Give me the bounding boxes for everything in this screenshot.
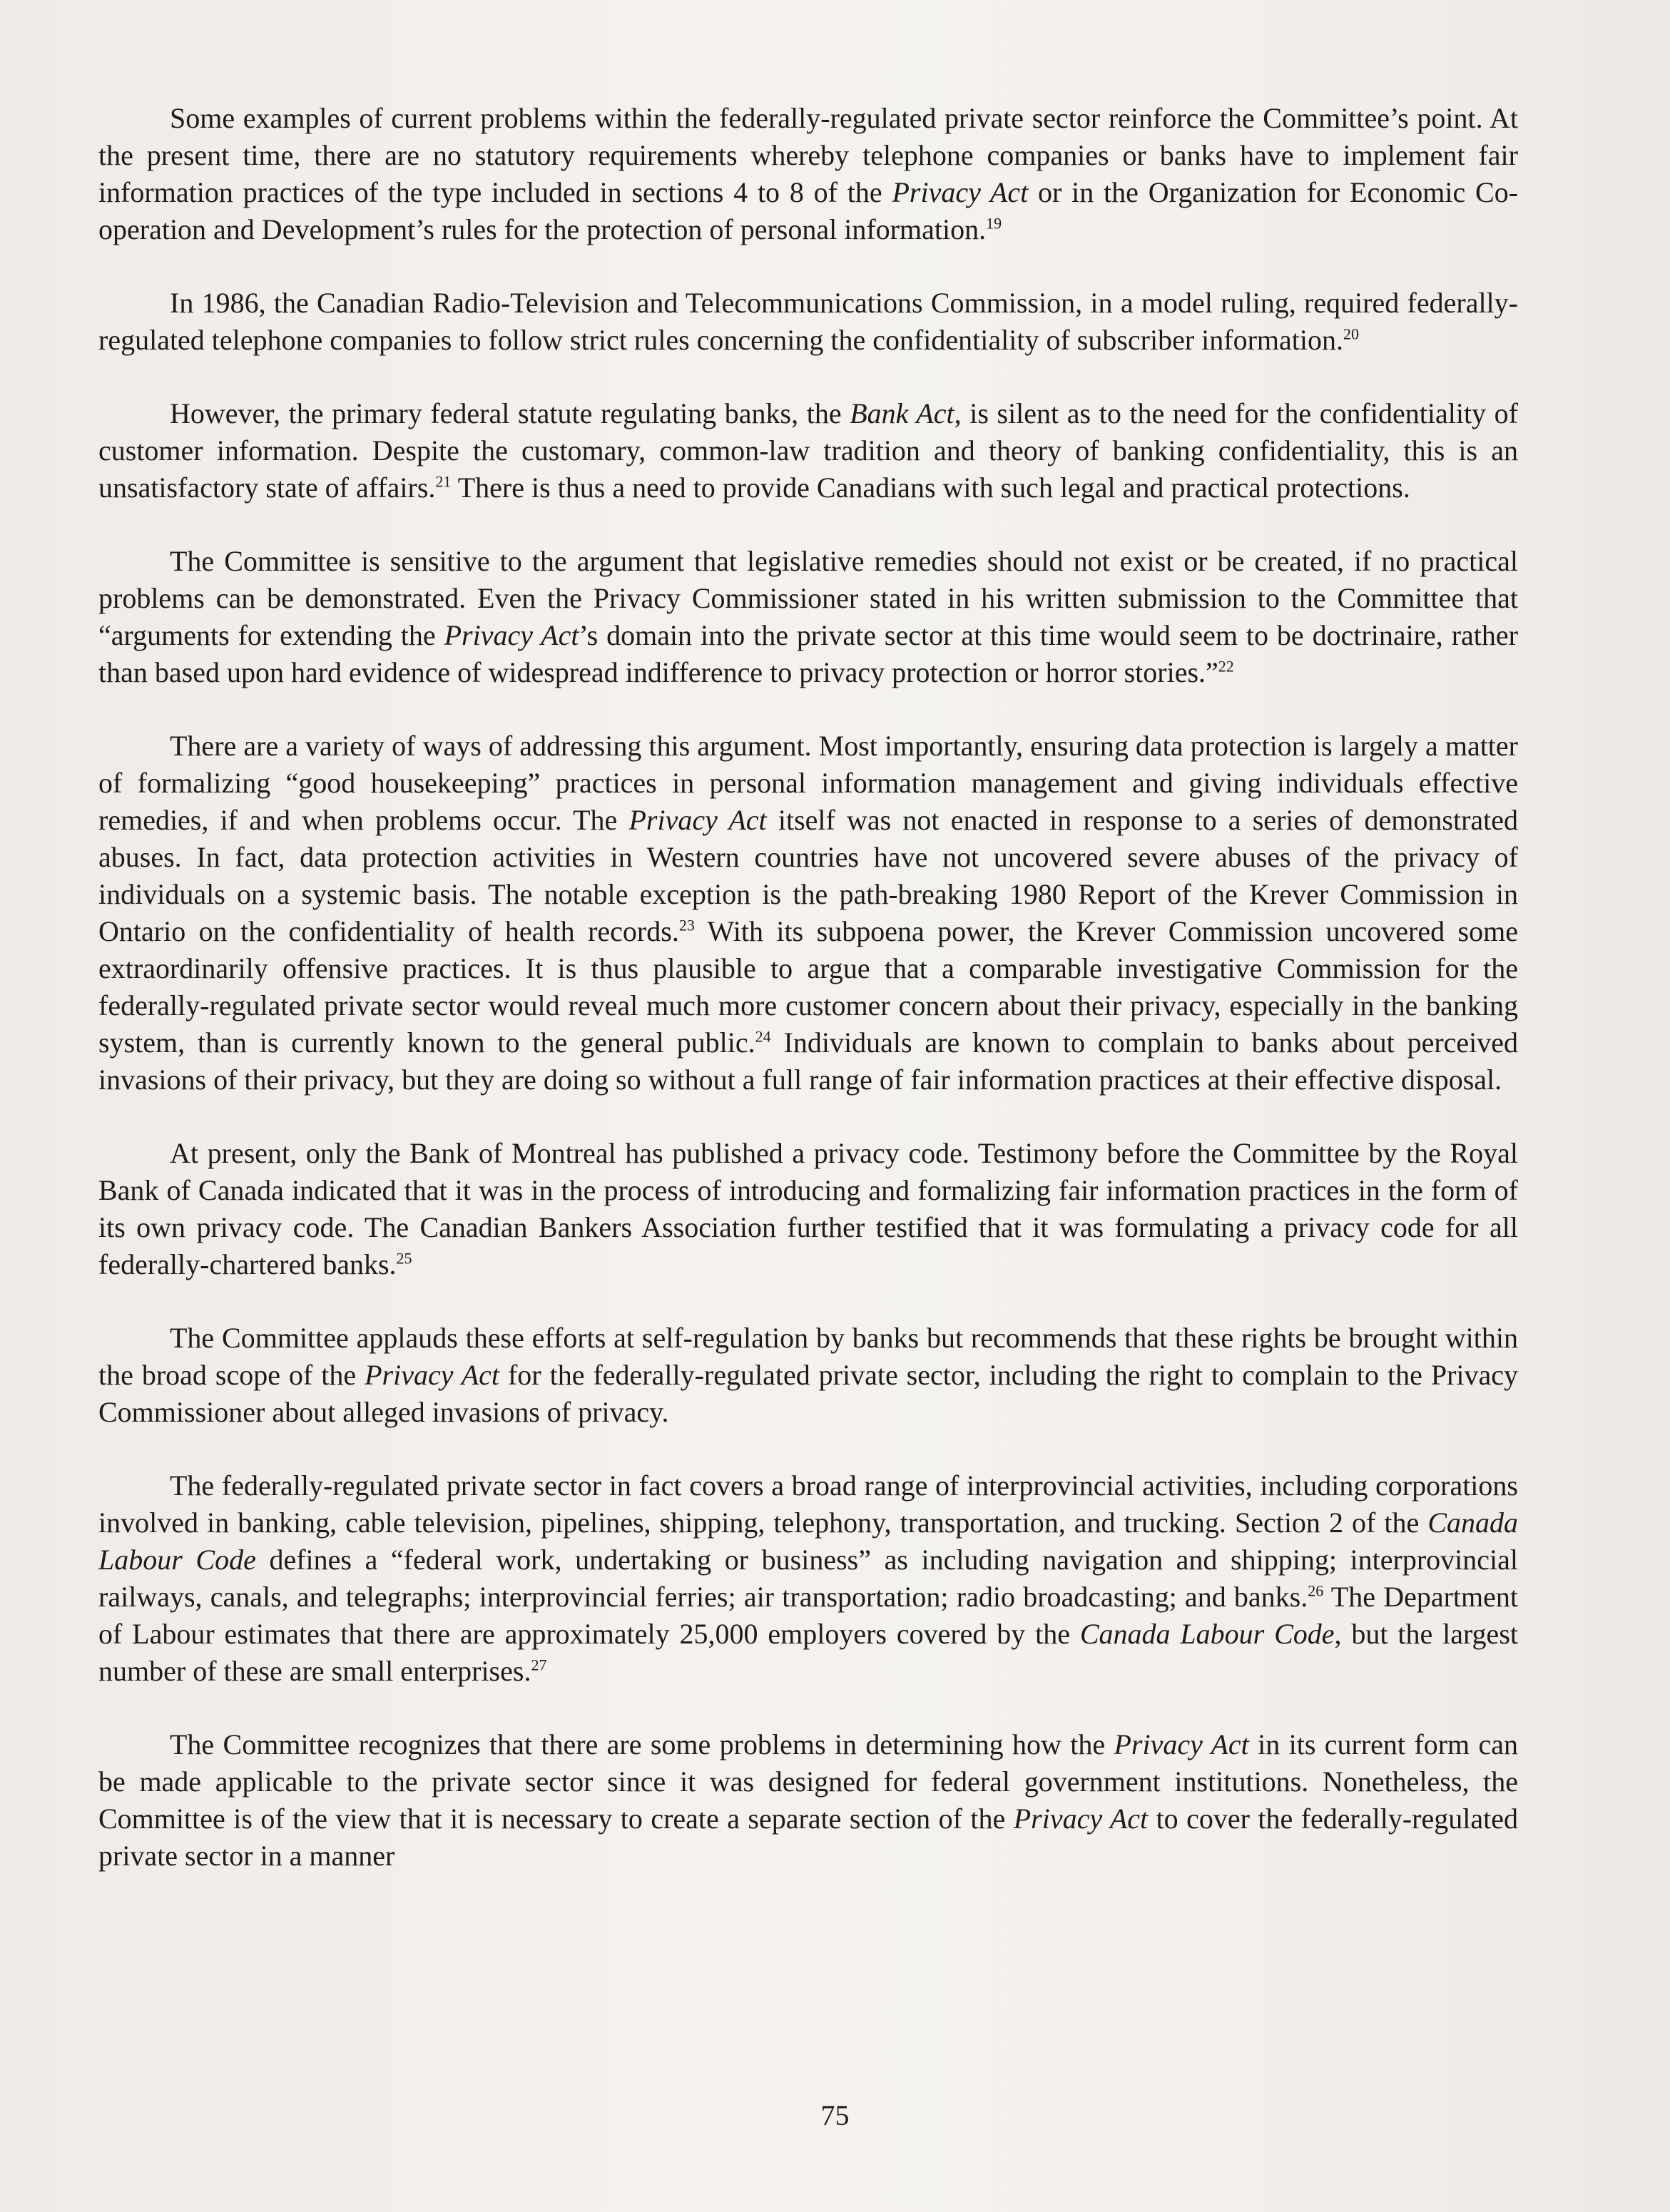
text-run: At present, only the Bank of Montreal has published a privacy code. Testimony before the Committee by the Royal Bank of Canada indicated that it was in the process of introducing and formalizing fair information practices in the form of its own privacy code. The Canadian Bankers Association further testified that it was formulating a privacy code for all federally-chartered banks. [98, 1137, 1518, 1280]
text-run: or in the Organization for Economic Co-operation and Development’s rules for the protection of personal information. [98, 176, 1519, 245]
text-run: to cover the federally-regulated private sector in a manner [98, 1803, 1518, 1872]
text-run: The Department of Labour estimates that there are approximately 25,000 employers covered by the [98, 1581, 1518, 1650]
footnote-ref: 22 [1218, 657, 1234, 676]
paragraph [98, 395, 1518, 506]
footnote-ref: 23 [678, 916, 695, 934]
italic-title: Privacy Act [628, 804, 767, 836]
text-run: With its subpoena power, the Krever Commission uncovered some extraordinarily offensive practices. It is thus plausible to argue that a comparable investigative Commission for the federally-regulated private sector would reveal much more customer concern about their privacy, especially in the banking system, than is currently known to the general public. [98, 915, 1518, 1059]
text-run: The Committee recognizes that there are some problems in determining how the [170, 1728, 1114, 1760]
footnote-ref: 25 [396, 1249, 412, 1268]
text-run: There is thus a need to provide Canadians with such legal and practical protections. [451, 472, 1410, 504]
text-run: for the federally-regulated private sector, including the right to complain to the Privacy Commissioner about alleged invasions of privacy. [98, 1359, 1519, 1428]
italic-title: Privacy Act [892, 176, 1029, 208]
text-run: itself was not enacted in response to a series of demonstrated abuses. In fact, data protection activities in Western countries have not uncovered severe abuses of the privacy of individuals on a systemic basis. The notable exception is the path-breaking 1980 Report of the Krever Commission in Ontario on the confidentiality of health records. [98, 804, 1519, 947]
footnote-ref: 21 [435, 472, 452, 491]
text-run: Individuals are known to complain to banks about perceived invasions of their privacy, but they are doing so without a full range of fair information practices at their effective disposal. [98, 1026, 1519, 1096]
body-text [98, 100, 1518, 1911]
paragraph [98, 543, 1518, 691]
footnote-ref: 20 [1343, 325, 1360, 343]
paragraph [98, 1320, 1518, 1431]
page-number: 75 [820, 2099, 850, 2131]
italic-title: Privacy Act [444, 619, 579, 651]
text-run: The federally-regulated private sector in fact covers a broad range of interprovincial activities, including corporations involved in banking, cable television, pipelines, shipping, telephony, transportation, and trucking. Section 2 of the [98, 1469, 1518, 1539]
paragraph [98, 1726, 1518, 1875]
text-run: defines a “federal work, undertaking or business” as including navigation and shipping; interprovincial railways, canals, and telegraphs; interprovincial ferries; air transportation; radio broadcasting; and banks. [98, 1544, 1519, 1613]
footnote-ref: 24 [755, 1027, 771, 1046]
paragraph [98, 1135, 1518, 1283]
text-run: , is silent as to the need for the confidentiality of customer information. Despite the customary, common-law tradition and theory of banking confidentiality, this is an unsatisfactory state of affairs. [98, 397, 1518, 504]
italic-title: Privacy Act [365, 1359, 500, 1391]
text-run: However, the primary federal statute regulating banks, the [170, 397, 850, 429]
text-run: The Committee applauds these efforts at self-regulation by banks but recommends that these rights be brought within the broad scope of the [98, 1322, 1518, 1391]
text-run: Some examples of current problems within the federally-regulated private sector reinforce the Committee’s point. At the present time, there are no statutory requirements whereby telephone companies or banks have to implement fair information practices of the type included in sections 4 to 8 of the [98, 102, 1518, 208]
text-run: , but the largest number of these are small enterprises. [98, 1618, 1518, 1687]
paragraph [98, 1467, 1518, 1690]
paragraph [98, 285, 1518, 359]
italic-title: Canada Labour Code [98, 1507, 1518, 1576]
footnote-ref: 27 [531, 1656, 547, 1674]
italic-title: Canada Labour Code [1079, 1618, 1335, 1650]
text-run: ’s domain into the private sector at this time would seem to be doctrinaire, rather than based upon hard evidence of widespread indifference to privacy protection or horror stories.” [98, 619, 1518, 688]
text-run: There are a variety of ways of addressing this argument. Most importantly, ensuring data protection is largely a matter of formalizing “good housekeeping” practices in personal information management and giving individuals effective remedies, if and when problems occur. The [98, 730, 1518, 836]
footnote-ref: 26 [1308, 1581, 1324, 1600]
italic-title: Privacy Act [1114, 1728, 1249, 1760]
italic-title: Privacy Act [1013, 1803, 1149, 1835]
footnote-ref: 19 [986, 214, 1002, 233]
text-run: In 1986, the Canadian Radio-Television and Telecommunications Commission, in a model ruling, required federally-regulated telephone companies to follow strict rules concerning the confidentiality of subscriber information. [98, 287, 1518, 356]
paragraph [98, 728, 1518, 1099]
text-run: in its current form can be made applicable to the private sector since it was designed for federal government institutions. Nonetheless, the Committee is of the view that it is necessary to create a separate section of the [98, 1728, 1519, 1835]
italic-title: Bank Act [850, 397, 954, 429]
text-run: The Committee is sensitive to the argument that legislative remedies should not exist or be created, if no practical problems can be demonstrated. Even the Privacy Commissioner stated in his written submission to the Committee that “arguments for extending the [98, 545, 1518, 651]
paragraph [98, 100, 1518, 248]
